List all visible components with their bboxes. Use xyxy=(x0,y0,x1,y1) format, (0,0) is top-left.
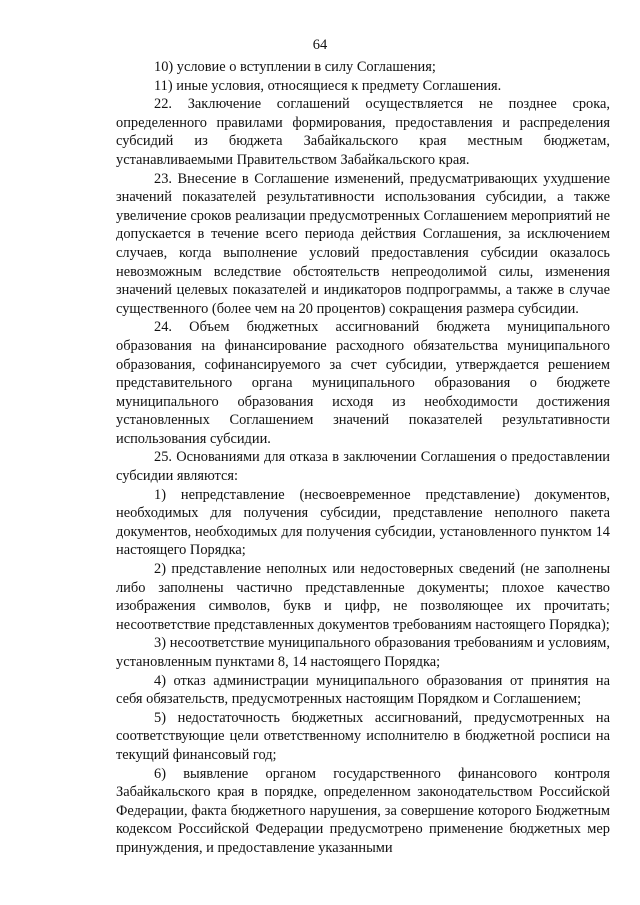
document-body xyxy=(116,58,610,858)
page-number: 64 xyxy=(312,37,328,53)
paragraph-clause-24: 24. Объем бюджетных ассигнований бюджета муниципального образования на финансирование расходного обязательства муниципального образования, софинансируемого за счет субсидии, утверждается решением представительного органа муниципального образования о бюджете муниципального образования исходя из необходимости достижения установленных Соглашением значений показателей результативности использования субсидии. xyxy=(116,319,610,447)
paragraph-clause-25: 25. Основаниями для отказа в заключении Соглашения о предоставлении субсидии являются: xyxy=(116,449,610,485)
paragraph-subitem-3: 3) несоответствие муниципального образования требованиям и условиям, установленным пунктами 8, 14 настоящего Порядка; xyxy=(116,635,610,670)
paragraph-clause-22: 22. Заключение соглашений осуществляется не позднее срока, определенного правилами формирования, предоставления и распределения субсидий из бюджета Забайкальского края местным бюджетам, устанавливаемыми Правительством Забайкальского края. xyxy=(116,96,610,168)
paragraph-subitem-2: 2) представление неполных или недостоверных сведений (не заполнены либо заполнены частично представленные документы; плохое качество изображения символов, букв и цифр, не позволяющее их прочитать; несоответствие представленных документов требованиям настоящего Порядка); xyxy=(116,561,610,633)
paragraph-clause-23: 23. Внесение в Соглашение изменений, предусматривающих ухудшение значений показателей результативности использования субсидии, а также увеличение сроков реализации предусмотренных Соглашением мероприятий не допускается в течение всего периода действия Соглашения, за исключением случаев, когда выполнение условий предоставления субсидии оказалось невозможным вследствие обстоятельств непреодолимой силы, изменения значений целевых показателей и индикаторов подпрограммы, а также в случае существенного (более чем на 20 процентов) сокращения размера субсидии. xyxy=(116,170,610,317)
paragraph-subitem-4: 4) отказ администрации муниципального образования от принятия на себя обязательств, предусмотренных настоящим Порядком и Соглашением; xyxy=(116,672,610,708)
paragraph-item-11: 11) иные условия, относящиеся к предмету Соглашения. xyxy=(154,77,502,94)
paragraph-subitem-6: 6) выявление органом государственного финансового контроля Забайкальского края в порядке, определенном законодательством Российской Федерации, факта бюджетного нарушения, за совершение которого Бюджетным кодексом Российской Федерации предусмотрено применение бюджетных мер принуждения, и предоставление указанными xyxy=(116,765,610,856)
paragraph-subitem-1: 1) непредставление (несвоевременное представление) документов, необходимых для получения субсидии, представление неполного пакета документов, необходимых для получения субсидии, установленного пунктом 14 настоящего Порядка; xyxy=(116,486,610,559)
paragraph-subitem-5: 5) недостаточность бюджетных ассигнований, предусмотренных на соответствующие цели ответственному исполнителю в бюджетной росписи на текущий финансовый год; xyxy=(116,709,610,763)
paragraph-item-10: 10) условие о вступлении в силу Соглашения; xyxy=(154,59,436,75)
